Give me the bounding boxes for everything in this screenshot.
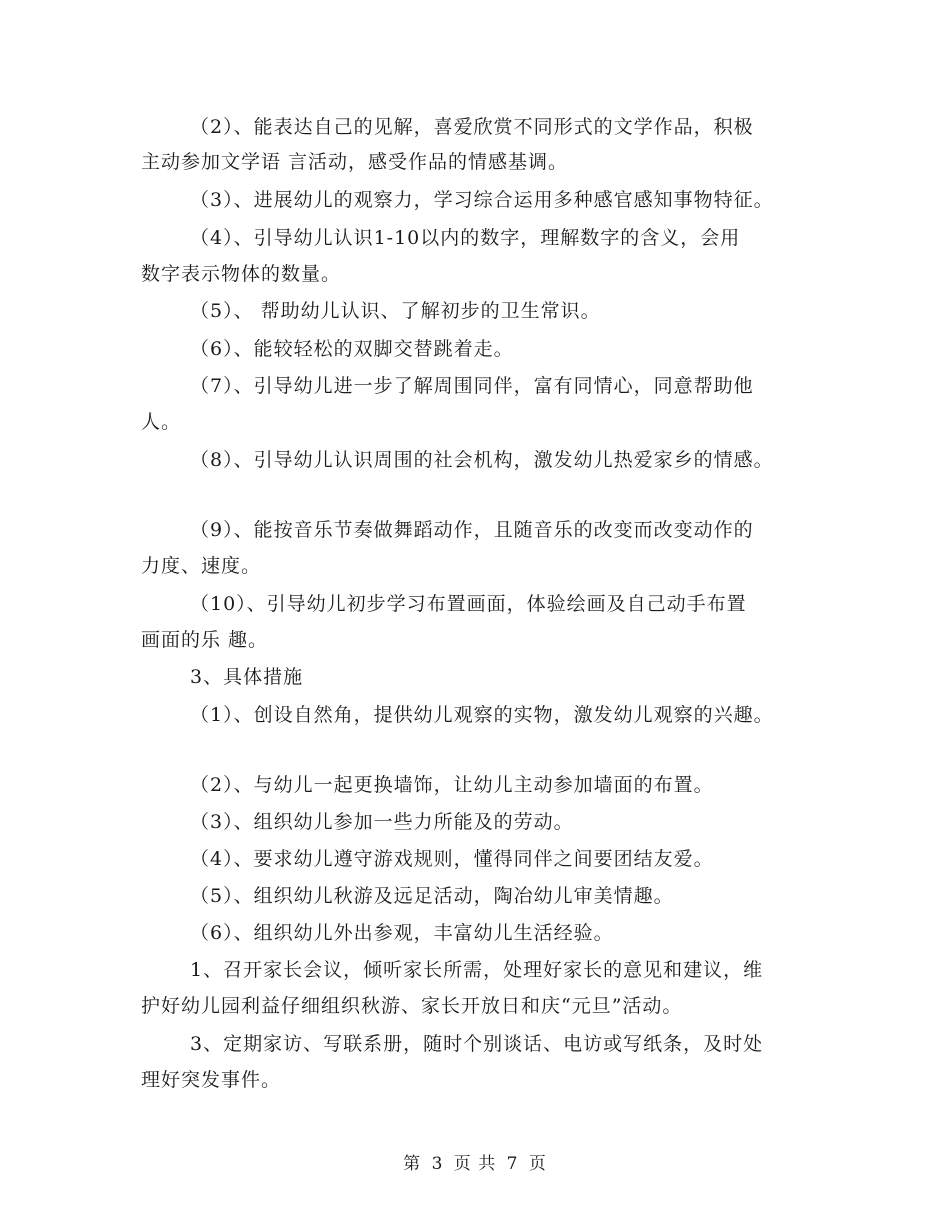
text-line: （4）、要求幼儿遵守游戏规则，懂得同伴之间要团结友爱。 — [190, 848, 714, 870]
footer-prefix: 第 — [403, 1154, 422, 1174]
footer-page-number: 3 — [431, 1154, 444, 1174]
text-line: 数字表示物体的数量。 — [141, 263, 342, 285]
text-line: 理好突发事件。 — [141, 1069, 282, 1091]
text-line: 3、定期家访、写联系册，随时个别谈话、电访或写纸条，及时处 — [190, 1033, 764, 1055]
text-line: 画面的乐 趣。 — [141, 629, 269, 651]
text-line: （7）、引导幼儿进一步了解周围同伴，富有同情心，同意帮助他 — [190, 375, 754, 397]
text-line: 主动参加文学语 言活动，感受作品的情感基调。 — [141, 151, 569, 173]
text-line: 力度、速度。 — [141, 555, 262, 577]
text-line: （6）、能较轻松的双脚交替跳着走。 — [190, 338, 514, 360]
text-line: 护好幼儿园利益仔细组织秋游、家长开放日和庆“元旦”活动。 — [141, 995, 683, 1017]
text-line: （2）、与幼儿一起更换墙饰，让幼儿主动参加墙面的布置。 — [190, 774, 714, 796]
text-line: （2）、能表达自己的见解，喜爱欣赏不同形式的文学作品，积极 — [190, 116, 754, 138]
footer-page-total: 7 — [506, 1154, 519, 1174]
text-line: （3）、组织幼儿参加一些力所能及的劳动。 — [190, 811, 574, 833]
text-line: （6）、组织幼儿外出参观，丰富幼儿生活经验。 — [190, 922, 614, 944]
text-line: （9）、能按音乐节奏做舞蹈动作，且随音乐的改变而改变动作的 — [190, 519, 754, 541]
page-footer — [0, 1153, 950, 1175]
text-line: （3）、进展幼儿的观察力，学习综合运用多种感官感知事物特征。 — [190, 189, 774, 211]
text-line: （5）、组织幼儿秋游及远足活动，陶冶幼儿审美情趣。 — [190, 885, 674, 907]
section-heading: 3、具体措施 — [190, 666, 304, 688]
text-line: （10）、引导幼儿初步学习布置画面，体验绘画及自己动手布置 — [190, 593, 747, 615]
text-line: 人。 — [141, 411, 182, 433]
text-line: （8）、引导幼儿认识周围的社会机构，激发幼儿热爱家乡的情感。 — [190, 449, 774, 471]
text-line: 1、召开家长会议，倾听家长所需，处理好家长的意见和建议，维 — [190, 959, 764, 981]
footer-middle: 页 共 — [453, 1154, 497, 1174]
text-line: （4）、引导幼儿认识1-10以内的数字，理解数字的含义，会用 — [190, 227, 741, 249]
footer-suffix: 页 — [528, 1154, 547, 1174]
text-line: （1）、创设自然角，提供幼儿观察的实物，激发幼儿观察的兴趣。 — [190, 704, 774, 726]
text-line: （5）、 帮助幼儿认识、了解初步的卫生常识。 — [190, 300, 601, 322]
